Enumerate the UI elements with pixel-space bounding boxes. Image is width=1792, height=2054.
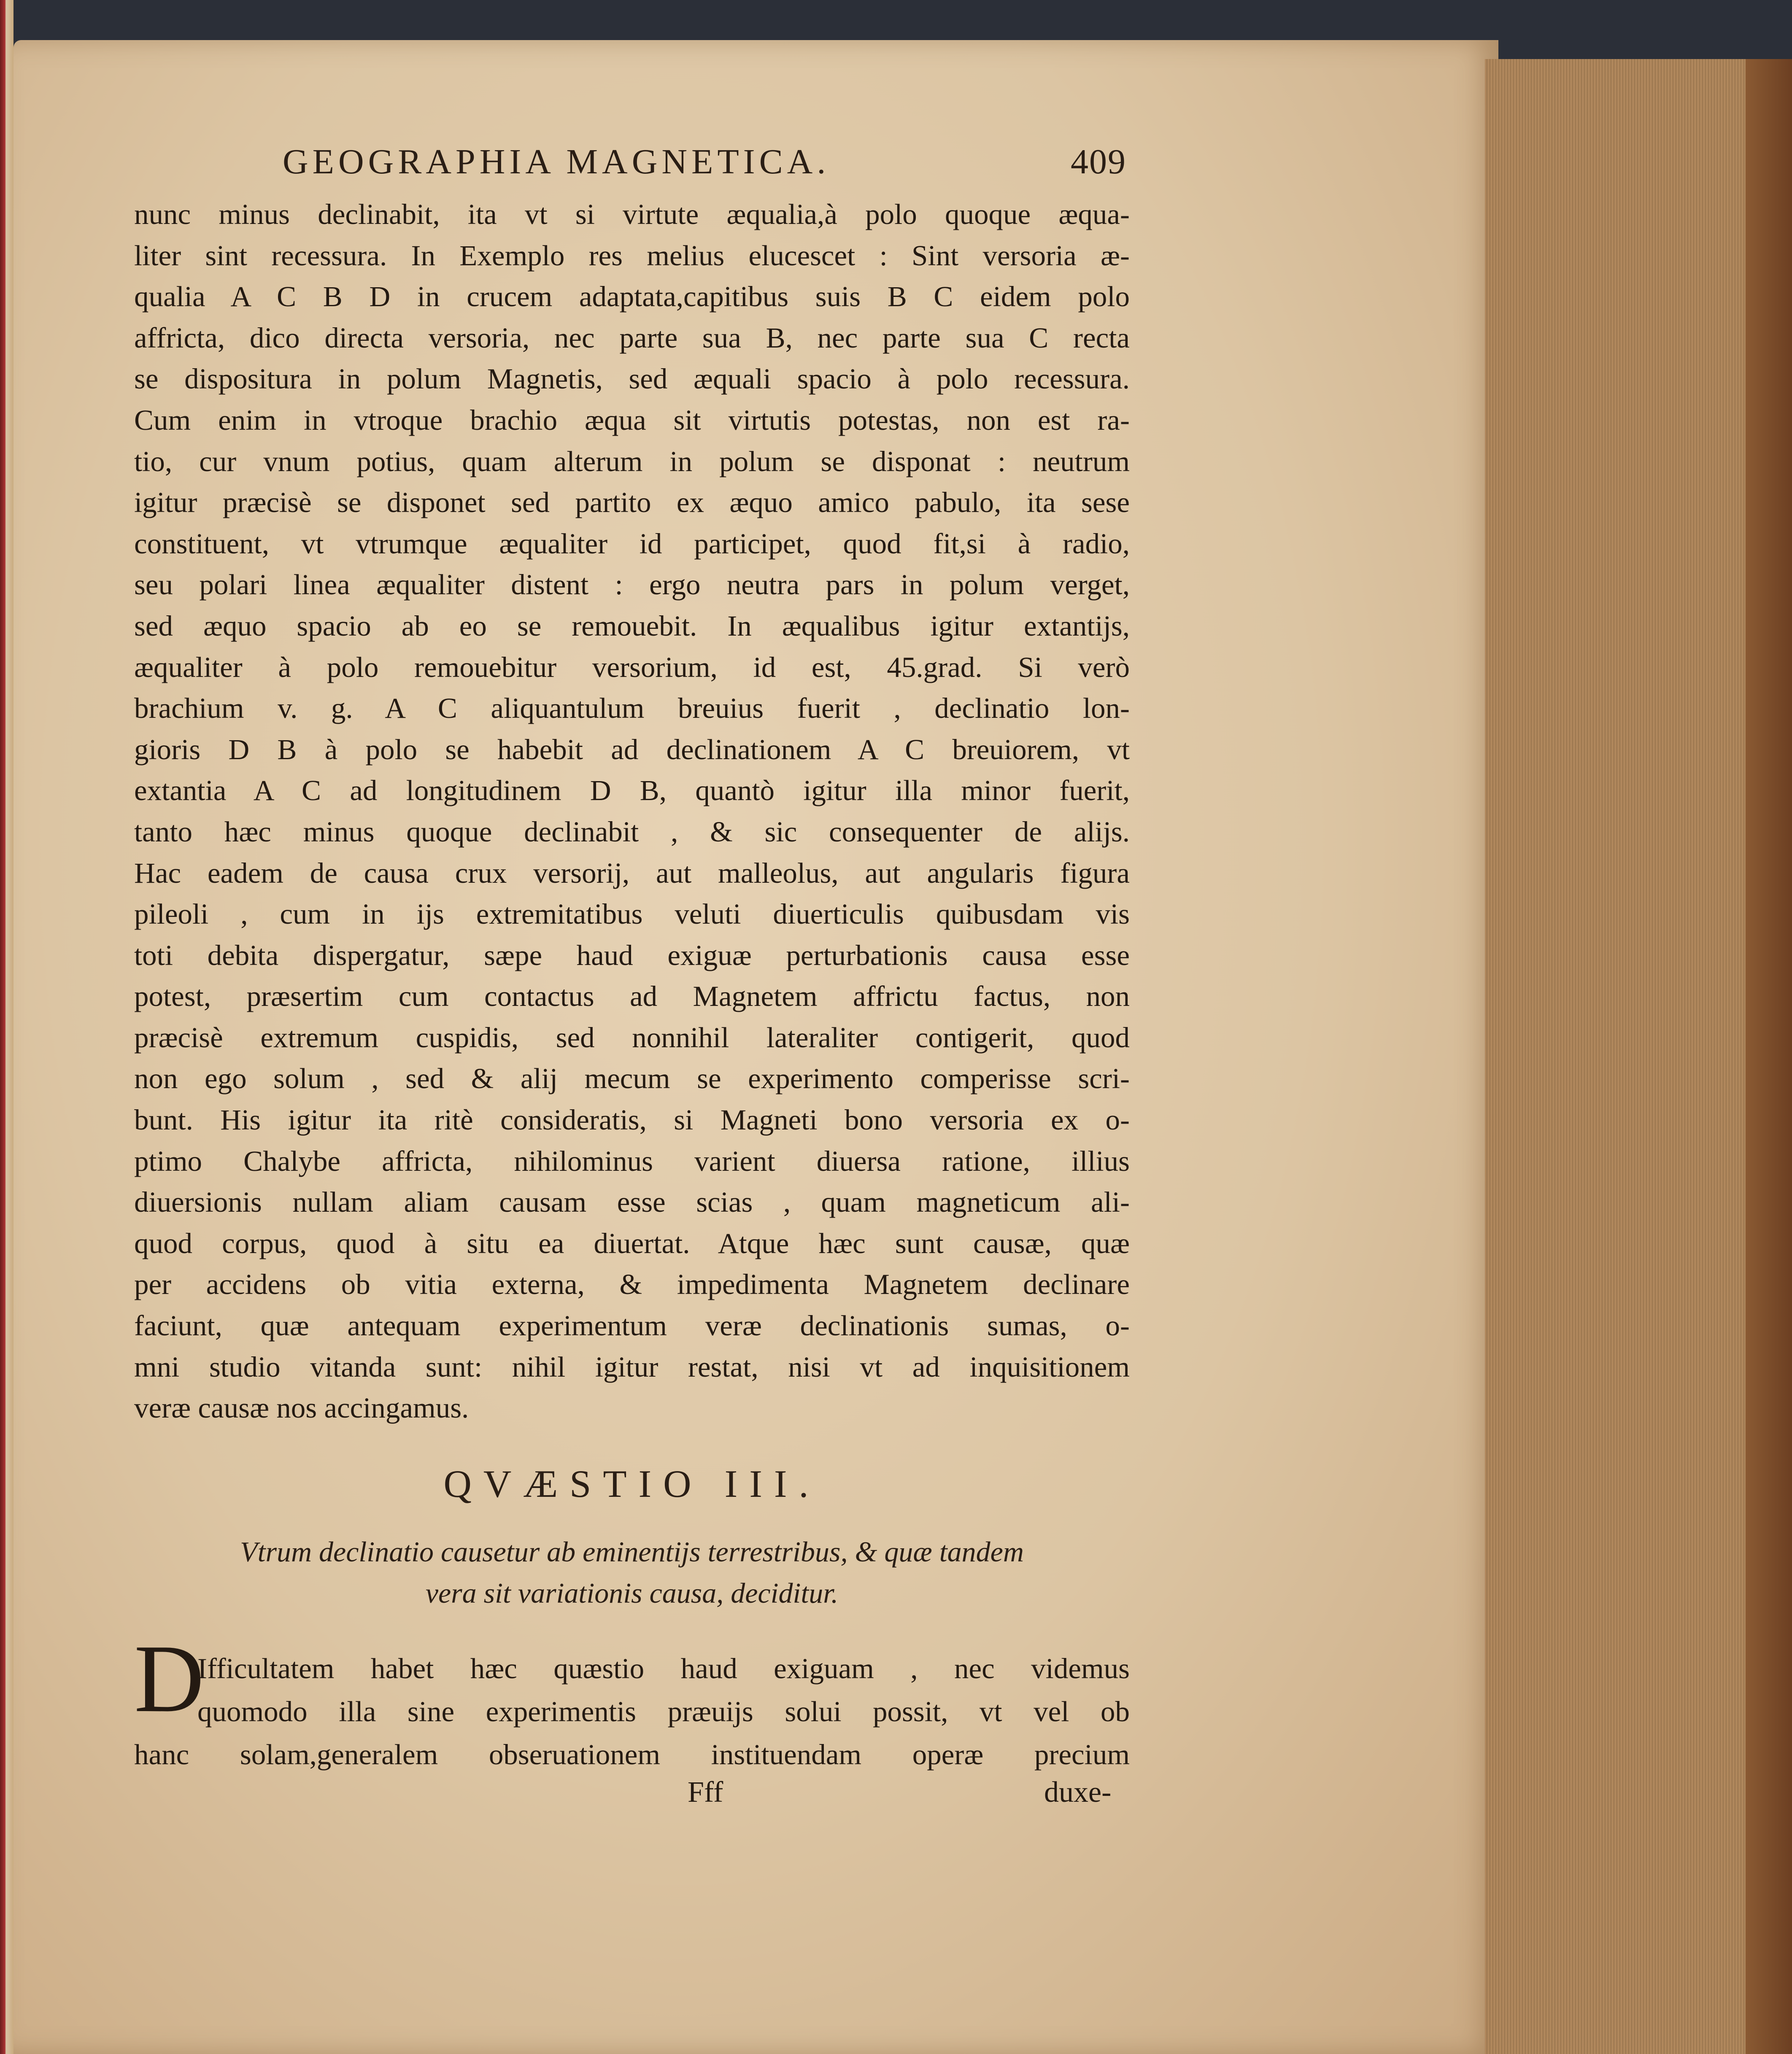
text-line: Ifficultatem habet hæc quæstio haud exiguam , nec videmus [197,1652,1130,1685]
text-line: mni studio vitanda sunt: nihil igitur restat, nisi vt ad inquisitionem [134,1350,1130,1383]
page-number: 409 [1071,142,1126,181]
text-line: præcisè extremum cuspidis, sed nonnihil lateraliter contigerit, quod [134,1021,1130,1054]
text-line: per accidens ob vitia externa, & impedimenta Magnetem declinare [134,1268,1130,1301]
text-line: quod corpus, quod à situ ea diuertat. Atque hæc sunt causæ, quæ [134,1227,1130,1259]
text-line: extantia A C ad longitudinem D B, quantò igitur illa minor fuerit, [134,774,1130,807]
catchword: duxe- [1044,1776,1112,1809]
text-line: sed æquo spacio ab eo se remouebit. In æqualibus igitur extantijs, [134,609,1130,642]
text-line: igitur præcisè se disponet sed partito ex æquo amico pabulo, ita sese [134,486,1130,519]
question-heading: QVÆSTIO III. [443,1462,820,1505]
book-cover-edge [0,0,13,2054]
text-line: pileoli , cum in ijs extremitatibus veluti diuerticulis quibusdam vis [134,898,1130,930]
question-subtitle [134,1531,1130,1614]
page-fore-edge [1485,59,1792,2054]
text-line: brachium v. g. A C aliquantulum breuius fuerit , declinatio lon- [134,692,1130,725]
text-line: bunt. His igitur ita ritè consideratis, si Magneti bono versoria ex o- [134,1104,1130,1136]
text-line: faciunt, quæ antequam experimentum veræ declinationis sumas, o- [134,1310,1130,1342]
text-line: liter sint recessura. In Exemplo res melius elucescet : Sint versoria æ- [134,239,1130,272]
text-line last-line: veræ causæ nos accingamus. [134,1392,469,1424]
text-line: seu polari linea æqualiter distent : ergo neutra pars in polum verget, [134,569,1130,601]
text-line: Hac eadem de causa crux versorij, aut malleolus, aut angularis figura [134,857,1130,889]
drop-cap: D [134,1625,205,1732]
text-line: toti debita dispergatur, sæpe haud exiguæ perturbationis causa esse [134,939,1130,971]
text-line: Cum enim in vtroque brachio æqua sit virtutis potestas, non est ra- [134,404,1130,436]
text-line: diuersionis nullam aliam causam esse scias , quam magneticum ali- [134,1186,1130,1218]
text-line: se dispositura in polum Magnetis, sed æquali spacio à polo recessura. [134,363,1130,395]
text-line: hanc solam,generalem obseruationem instituendam operæ precium [134,1739,1130,1771]
text-line: tio, cur vnum potius, quam alterum in polum se disponat : neutrum [134,445,1130,477]
text-line: æqualiter à polo remouebitur versorium, id est, 45.grad. Si verò [134,651,1130,683]
subtitle-line: Vtrum declinatio causetur ab eminentijs terrestribus, & quæ tandem [240,1536,1024,1568]
main-paragraph [134,194,1130,1429]
text-line: potest, præsertim cum contactus ad Magnetem affrictu factus, non [134,980,1130,1013]
signature-mark: Fff [688,1776,723,1809]
text-line: affricta, dico directa versoria, nec parte sua B, nec parte sua C recta [134,321,1130,354]
text-line: gioris D B à polo se habebit ad declinationem A C breuiorem, vt [134,733,1130,766]
text-line: nunc minus declinabit, ita vt si virtute æqualia,à polo quoque æqua- [134,198,1130,230]
running-head-title: GEOGRAPHIA MAGNETICA. [283,142,830,181]
second-paragraph [134,1647,1130,1776]
text-line: non ego solum , sed & alij mecum se experimento comperisse scri- [134,1062,1130,1095]
subtitle-line: vera sit variationis causa, deciditur. [425,1577,839,1609]
text-line: tanto hæc minus quoque declinabit , & sic consequenter de alijs. [134,815,1130,848]
text-line: qualia A C B D in crucem adaptata,capitibus suis B C eidem polo [134,280,1130,313]
text-line: constituent, vt vtrumque æqualiter id participet, quod fit,si à radio, [134,527,1130,560]
running-head [283,141,1126,192]
text-line: quomodo illa sine experimentis præuijs solui possit, vt vel ob [197,1695,1130,1728]
text-line: ptimo Chalybe affricta, nihilominus varient diuersa ratione, illius [134,1145,1130,1177]
